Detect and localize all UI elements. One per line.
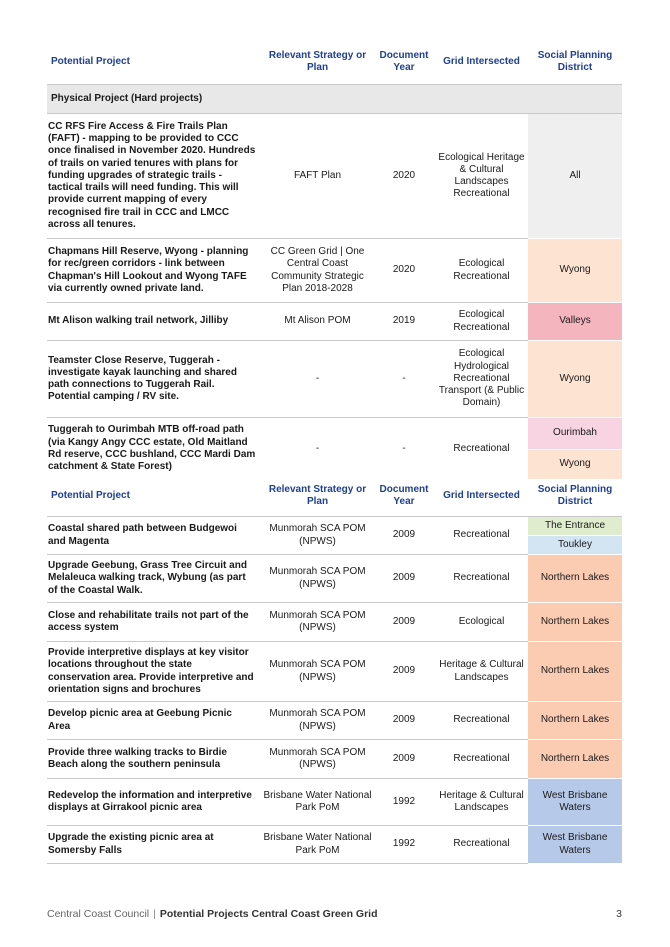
district-cell: Wyong [528, 450, 622, 480]
district-cell: Northern Lakes [528, 740, 622, 779]
col-header-strategy: Relevant Strategy or Plan [268, 49, 367, 73]
project-cell: Upgrade Geebung, Grass Tree Circuit and Melaleuca walking track, Wybung (as part of the Coastal Walk. [47, 555, 262, 603]
year-cell: 2020 [373, 114, 435, 239]
plan-cell: Munmorah SCA POM (NPWS) [262, 642, 373, 702]
col-header-grid: Grid Intersected [443, 489, 520, 501]
plan-cell: Munmorah SCA POM (NPWS) [262, 740, 373, 779]
plan-cell: CC Green Grid | One Central Coast Community Strategic Plan 2018-2028 [262, 239, 373, 303]
project-cell: Teamster Close Reserve, Tuggerah - investigate kayak launching and shared path connections to Tuggerah Rail. Potential camping / RV site. [47, 341, 262, 418]
year-cell: 2009 [373, 740, 435, 779]
plan-cell: Munmorah SCA POM (NPWS) [262, 702, 373, 740]
col-header-project: Potential Project [51, 489, 130, 501]
district-cell: West Brisbane Waters [528, 826, 622, 864]
table-row [47, 239, 622, 303]
page-footer [47, 908, 622, 920]
project-cell: Mt Alison walking trail network, Jilliby [47, 303, 262, 341]
projects-table-1 [47, 40, 622, 480]
grid-cell: Ecological Recreational [435, 239, 528, 303]
project-cell: Close and rehabilitate trails not part of the access system [47, 603, 262, 642]
header-row [47, 40, 622, 85]
district-cell: Wyong [528, 341, 622, 418]
year-cell: 2009 [373, 517, 435, 555]
table-row [47, 555, 622, 603]
year-cell: - [373, 341, 435, 418]
plan-cell: FAFT Plan [262, 114, 373, 239]
plan-cell: Brisbane Water National Park PoM [262, 779, 373, 826]
category-label: Physical Project (Hard projects) [47, 85, 622, 114]
district-cell: Northern Lakes [528, 555, 622, 603]
district-cell: West Brisbane Waters [528, 779, 622, 826]
table-row [47, 702, 622, 740]
grid-cell: Heritage & Cultural Landscapes [435, 779, 528, 826]
plan-cell: Munmorah SCA POM (NPWS) [262, 603, 373, 642]
grid-cell: Recreational [453, 442, 510, 454]
table-row [47, 642, 622, 702]
table-row [47, 517, 622, 536]
project-cell: Coastal shared path between Budgewoi and Magenta [47, 517, 262, 555]
col-header-year: Document Year [379, 49, 429, 73]
table-row [47, 418, 622, 450]
year-cell: 2020 [373, 239, 435, 303]
footer-doc-title: Potential Projects Central Coast Green Grid [159, 908, 378, 920]
project-cell: Provide interpretive displays at key visitor locations throughout the state conservation area. Provide interpretive and orientation signs and brochures [47, 642, 262, 702]
page-number: 3 [616, 908, 622, 920]
col-header-grid: Grid Intersected [443, 55, 520, 67]
year-cell: 2009 [373, 642, 435, 702]
grid-cell: Recreational [435, 517, 528, 555]
col-header-year: Document Year [379, 483, 429, 507]
plan-cell: Munmorah SCA POM (NPWS) [262, 517, 373, 555]
table-row [47, 341, 622, 418]
district-cell: Northern Lakes [528, 702, 622, 740]
grid-cell: Ecological Recreational [435, 303, 528, 341]
grid-cell: Heritage & Cultural Landscapes [435, 642, 528, 702]
project-cell: Develop picnic area at Geebung Picnic Area [47, 702, 262, 740]
plan-cell: Brisbane Water National Park PoM [262, 826, 373, 864]
table-row [47, 826, 622, 864]
grid-cell: Recreational [435, 740, 528, 779]
project-cell: Chapmans Hill Reserve, Wyong - planning for rec/green corridors - link between Chapman's Hill Lookout and Wyong TAFE via currently owned private land. [47, 239, 262, 303]
district-cell: Northern Lakes [528, 642, 622, 702]
header-row [47, 476, 622, 517]
table-row [47, 740, 622, 779]
plan-cell: - [262, 341, 373, 418]
plan-cell: - [315, 442, 320, 454]
district-cell: Toukley [528, 536, 622, 555]
col-header-district: Social Planning District [537, 49, 613, 73]
year-cell: 1992 [373, 826, 435, 864]
footer-org: Central Coast Council [47, 908, 150, 920]
footer-separator: | [153, 908, 156, 920]
table-row [47, 779, 622, 826]
district-cell: The Entrance [528, 517, 622, 536]
district-cell: Ourimbah [528, 418, 622, 450]
grid-cell: Recreational [435, 702, 528, 740]
year-cell: - [402, 442, 406, 454]
grid-cell: Recreational [435, 826, 528, 864]
grid-cell: Recreational [435, 555, 528, 603]
col-header-project: Potential Project [51, 55, 130, 67]
project-cell: Redevelop the information and interpretive displays at Girrakool picnic area [47, 779, 262, 826]
district-cell: Valleys [528, 303, 622, 341]
year-cell: 2009 [373, 702, 435, 740]
year-cell: 2009 [373, 555, 435, 603]
district-cell: Northern Lakes [528, 603, 622, 642]
plan-cell: Munmorah SCA POM (NPWS) [262, 555, 373, 603]
col-header-district: Social Planning District [537, 483, 613, 507]
project-cell: CC RFS Fire Access & Fire Trails Plan (FAFT) - mapping to be provided to CCC once finalised in November 2020. Hundreds of trails on varied tenures with plans for funding upgrades of strategic trails - tactical trails will need funding. This will provide current mapping of every recognised fire trail in CCC and LMCC across all tenures. [47, 114, 262, 239]
project-cell: Tuggerah to Ourimbah MTB off-road path (via Kangy Angy CCC estate, Old Maitland Rd reserve, CCC bushland, CCC Mardi Dam catchment & State Forest) [48, 424, 256, 472]
category-row [47, 85, 622, 114]
table-row [47, 114, 622, 239]
project-cell: Upgrade the existing picnic area at Somersby Falls [47, 826, 262, 864]
year-cell: 2019 [373, 303, 435, 341]
col-header-strategy: Relevant Strategy or Plan [268, 483, 367, 507]
projects-table-2 [47, 476, 622, 864]
grid-cell: Ecological [435, 603, 528, 642]
grid-cell: Ecological Heritage & Cultural Landscapes Recreational [435, 114, 528, 239]
year-cell: 1992 [373, 779, 435, 826]
project-cell: Provide three walking tracks to Birdie Beach along the southern peninsula [47, 740, 262, 779]
district-cell: All [528, 114, 622, 239]
grid-cell: Ecological Hydrological Recreational Transport (& Public Domain) [435, 341, 528, 418]
table-row [47, 603, 622, 642]
year-cell: 2009 [373, 603, 435, 642]
plan-cell: Mt Alison POM [262, 303, 373, 341]
table-row [47, 303, 622, 341]
district-cell: Wyong [528, 239, 622, 303]
